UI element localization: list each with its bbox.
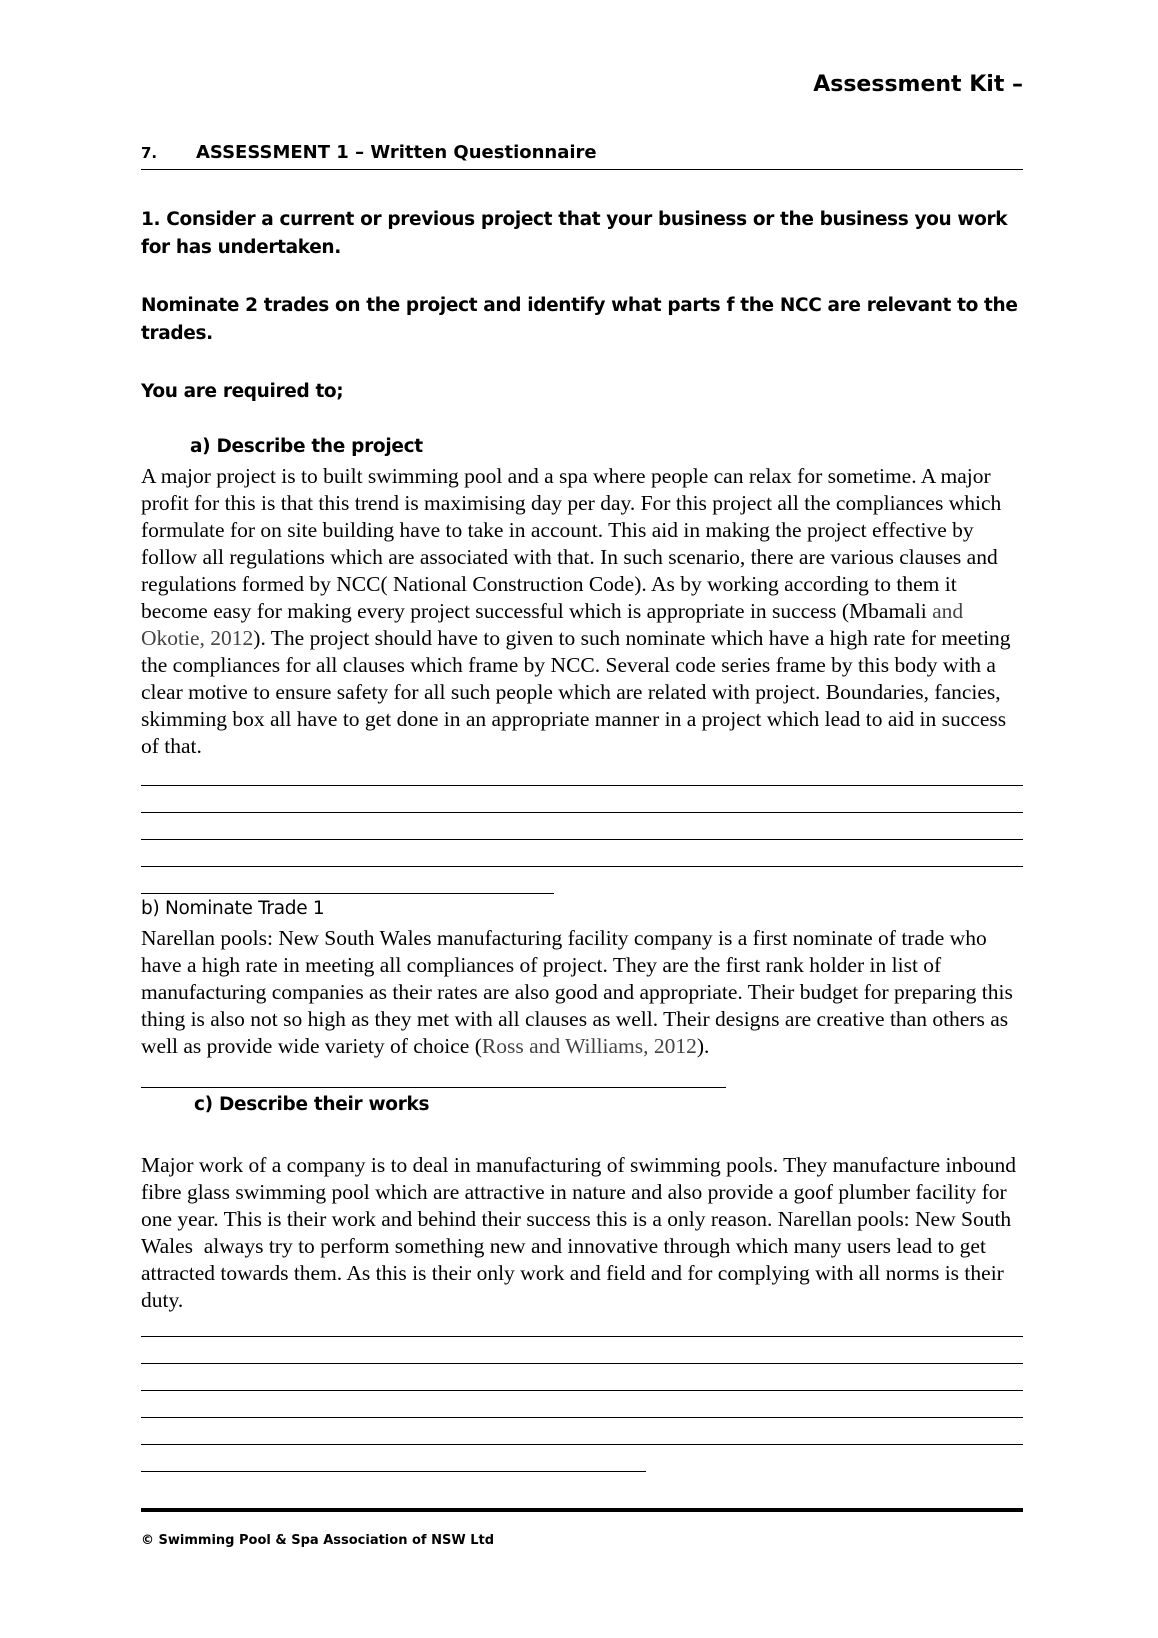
- question-3: You are required to;: [141, 381, 344, 402]
- part-c-heading: c) Describe their works: [194, 1094, 430, 1115]
- part-b-answer: [141, 925, 1023, 1060]
- answer-line: [141, 893, 554, 894]
- answer-line: [141, 1336, 1023, 1337]
- question-2: Nominate 2 trades on the project and identify what parts f the NCC are relevant to the trades.: [141, 295, 1018, 344]
- header-title: Assessment Kit –: [813, 72, 1023, 97]
- part-a-citation: and Okotie, 2012: [141, 599, 964, 650]
- part-b-text-2: ).: [696, 1034, 710, 1058]
- answer-line: [141, 866, 1023, 867]
- answer-line: [141, 1444, 1023, 1445]
- answer-line: [141, 1471, 646, 1472]
- part-a-text-1: A major project is to built swimming pool and a spa where people can relax for sometime. A major profit for this is that this trend is maximising day per day. For this project all the compliances which formulate for on site building have to take in account. This aid in making the project effective by follow all regulations which are associated with that. In such scenario, there are various clauses and regulations formed by NCC( National Construction Code). As by working according to them it become easy for making every project successful which is appropriate in success (Mbamali: [141, 464, 1002, 623]
- part-a-text-2: ). The project should have to given to such nominate which have a high rate for meeting the compliances for all clauses which frame by NCC. Several code series frame by this body with a clear motive to ensure safety for all such people which are related with project. Boundaries, fancies, skimming box all have to get done in an appropriate manner in a project which lead to aid in success of that.: [141, 626, 1011, 758]
- question-1: 1. Consider a current or previous project that your business or the business you work for has undertaken.: [141, 209, 1008, 258]
- answer-line: [141, 839, 1023, 840]
- part-a-answer: [141, 463, 1023, 760]
- section-number: 7.: [141, 144, 158, 162]
- answer-line: [141, 785, 1023, 786]
- footer-copyright: © Swimming Pool & Spa Association of NSW Ltd: [141, 1533, 494, 1548]
- answer-line: [141, 1087, 726, 1088]
- part-b-heading: b) Nominate Trade 1: [141, 898, 325, 919]
- answer-line: [141, 1363, 1023, 1364]
- part-c-answer: [141, 1152, 1023, 1314]
- section-title: ASSESSMENT 1 – Written Questionnaire: [196, 142, 597, 163]
- part-b-citation: Ross and Williams, 2012: [481, 1034, 697, 1058]
- part-a-heading: a) Describe the project: [190, 436, 423, 457]
- part-b-text-1: Narellan pools: New South Wales manufacturing facility company is a first nominate of trade who have a high rate in meeting all compliances of project. They are the first rank holder in list of manufacturing companies as their rates are also good and appropriate. Their budget for preparing this thing is also not so high as they met with all clauses as well. Their designs are creative than others as well as provide wide variety of choice (: [141, 926, 1013, 1058]
- footer-divider: [141, 1508, 1023, 1512]
- answer-line: [141, 1417, 1023, 1418]
- part-c-text: Major work of a company is to deal in manufacturing of swimming pools. They manufacture inbound fibre glass swimming pool which are attractive in nature and also provide a goof plumber facility for one year. This is their work and behind their success this is a only reason. Narellan pools: New South Wales always try to perform something new and innovative through which many users lead to get attracted towards them. As this is their only work and field and for complying with all norms is their duty.: [141, 1153, 1016, 1312]
- answer-line: [141, 812, 1023, 813]
- section-heading: [141, 142, 1023, 170]
- answer-line: [141, 1390, 1023, 1391]
